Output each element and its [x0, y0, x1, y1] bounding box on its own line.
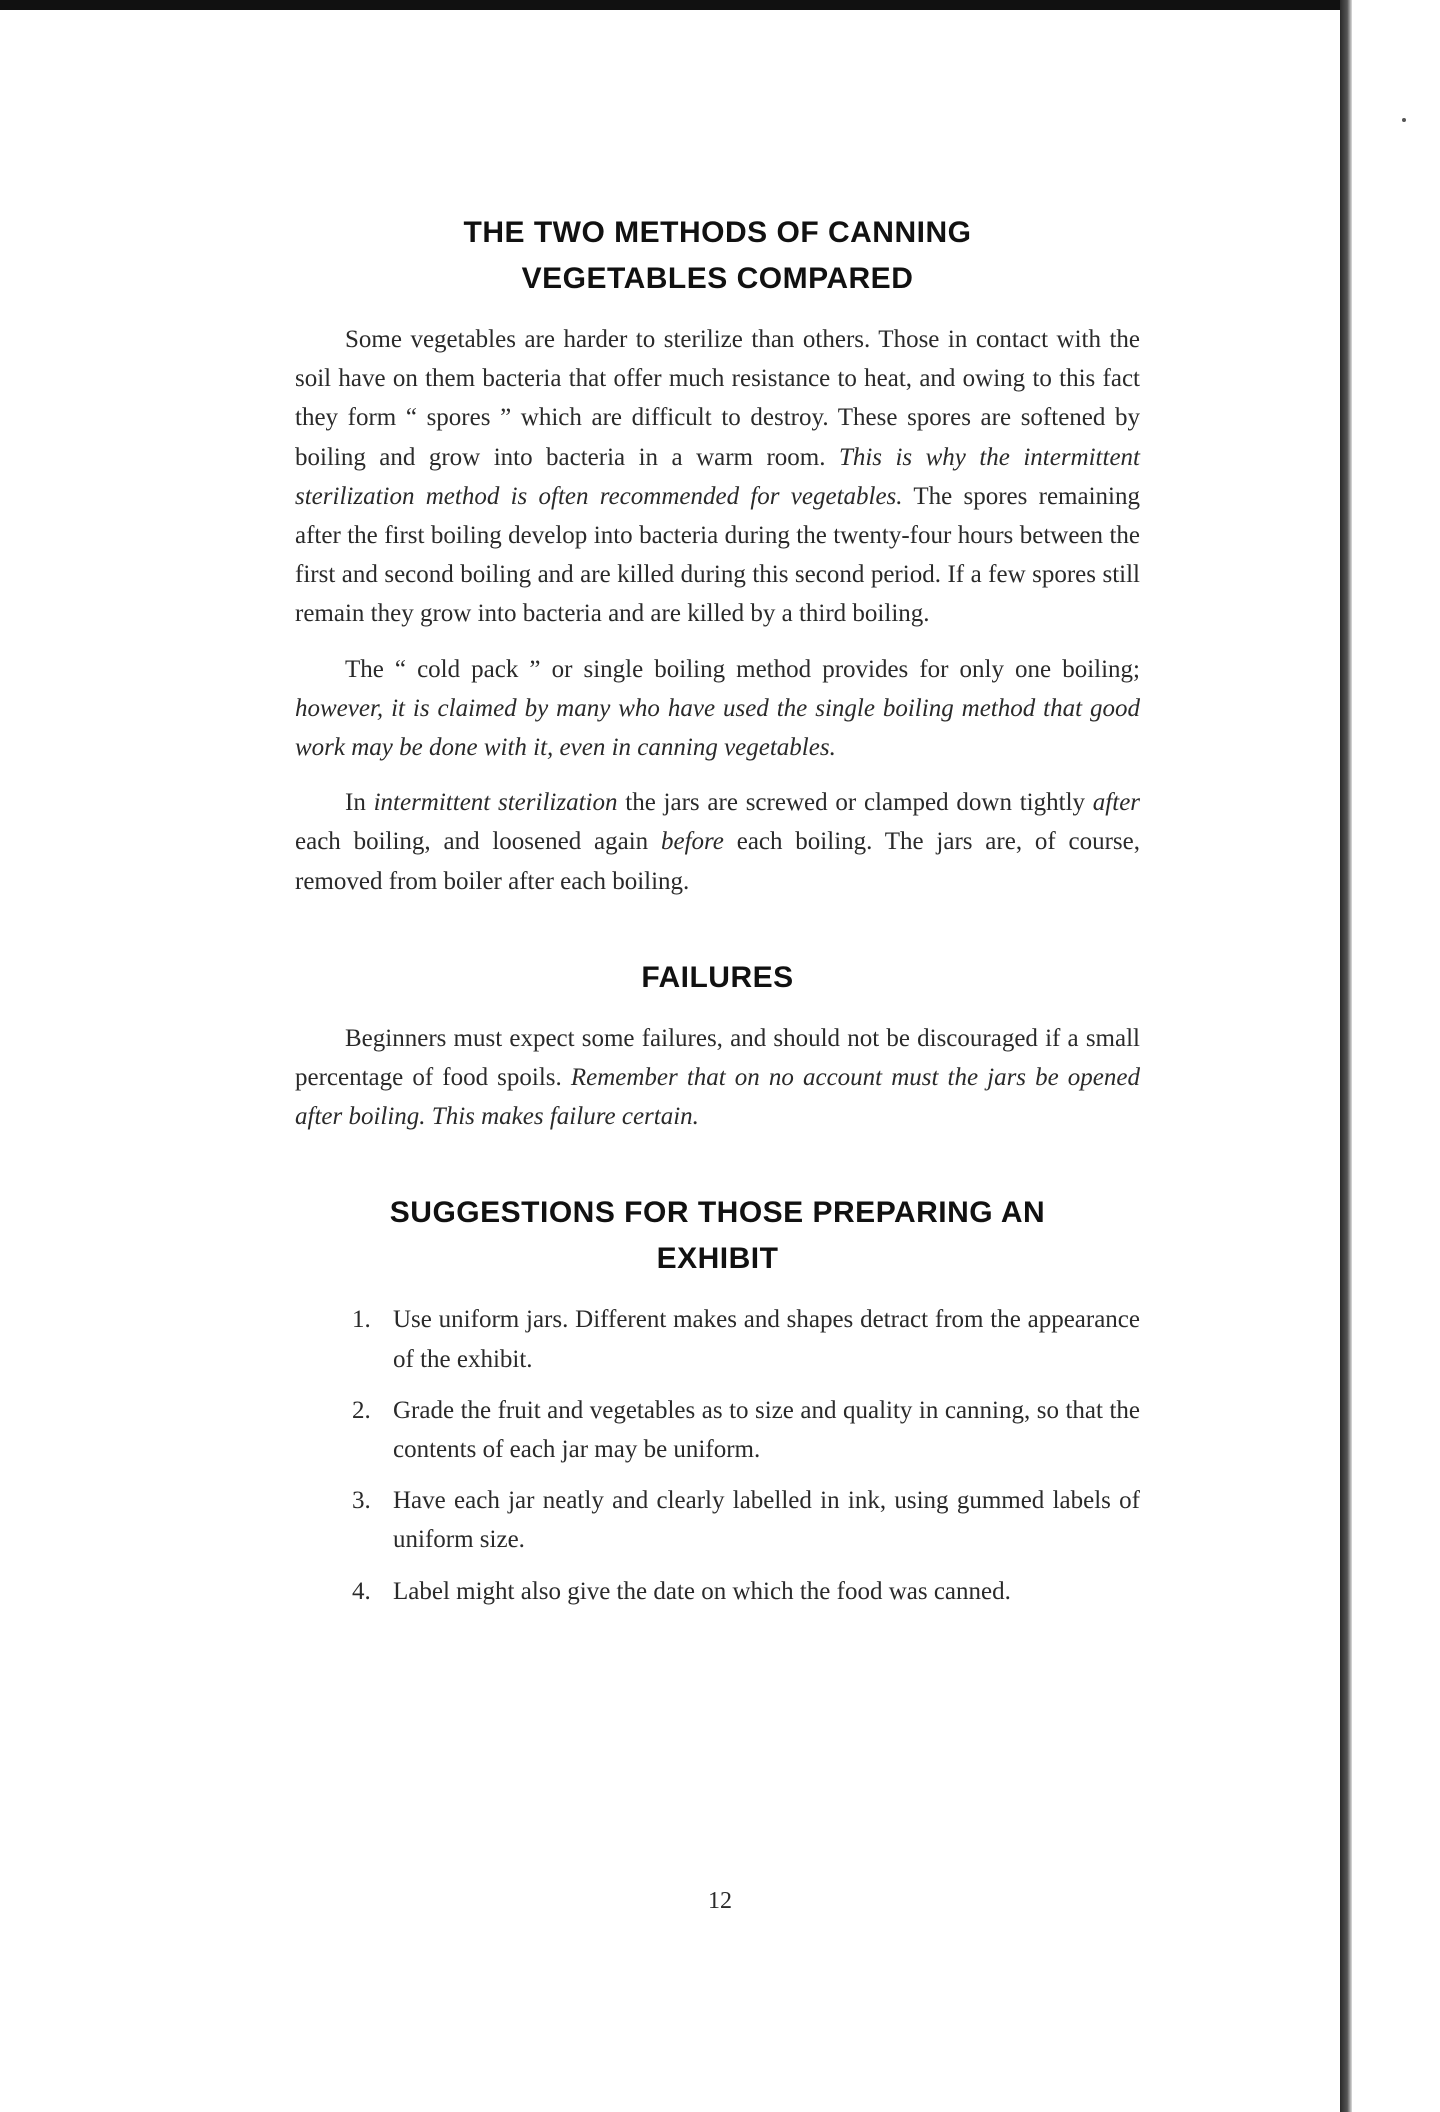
list-number: 1. [352, 1306, 371, 1334]
list-item [295, 1481, 1140, 1559]
scan-speck [1402, 118, 1406, 122]
heading-line-1: THE TWO METHODS OF CANNING [463, 216, 972, 249]
para-emphasis: however, it is claimed by many who have used the single boiling method that good work may be done with it, even in canning vegetables. [295, 694, 1140, 762]
scan-right-edge [1340, 0, 1440, 2112]
para-emphasis: This is why the intermittent sterilization method is often recommended for vegetables. [295, 443, 1140, 510]
heading-line-1: SUGGESTIONS FOR THOSE PREPARING AN [389, 1196, 1046, 1230]
list-number: 4. [352, 1577, 371, 1605]
para-text: In [345, 789, 374, 817]
list-number: 3. [352, 1487, 371, 1515]
heading-line-2: VEGETABLES COMPARED [521, 262, 914, 295]
para-emphasis: before [660, 828, 724, 856]
para-text: the jars are screwed or clamped down tightly [617, 789, 1093, 817]
list-item [295, 1300, 1140, 1378]
page-content [295, 210, 1140, 1623]
list-text: Label might also give the date on which the food was canned. [393, 1577, 1011, 1605]
scan-shadow [1340, 0, 1352, 2112]
para-text: The “ cold pack ” or single boiling method provides for only one boiling; [345, 655, 1140, 683]
canning-methods-heading [295, 210, 1140, 302]
para-text: Beginners must expect some failures, and should not be discouraged if a small percentage of food spoils. [295, 1024, 1140, 1092]
scan-top-edge [0, 0, 1440, 10]
paragraph-failures [295, 1019, 1140, 1137]
para-text: each boiling, and loosened again [295, 828, 661, 856]
list-item [295, 1391, 1140, 1469]
para-emphasis: after [1092, 789, 1141, 817]
para-emphasis: Remember that on no account must the jars be opened after boiling. This makes failure certain. [295, 1064, 1140, 1131]
heading-line-2: EXHIBIT [656, 1242, 779, 1276]
list-text: Have each jar neatly and clearly labelled in ink, using gummed labels of uniform size. [393, 1487, 1140, 1554]
list-number: 2. [352, 1396, 371, 1424]
list-text: Use uniform jars. Different makes and shapes detract from the appearance of the exhibit. [393, 1306, 1140, 1373]
para-text: The spores remaining after the first boiling develop into bacteria during the twenty-four hours between the first and second boiling and are killed during this second period. If a few spores still remain they grow into bacteria and are killed by a third boiling. [295, 482, 1140, 628]
failures-heading: FAILURES [641, 960, 794, 994]
suggestion-list [295, 1300, 1140, 1610]
page-number: 12 [708, 1888, 732, 1914]
list-item [295, 1572, 1140, 1611]
paragraph-cold-pack [295, 650, 1140, 768]
para-text: Some vegetables are harder to sterilize than others. Those in contact with the soil have on them bacteria that offer much resistance to heat, and owing to this fact they form “ spores ” which are difficult to destroy. These spores are softened by boiling and grow into bacteria in a warm room. [295, 326, 1140, 471]
para-emphasis: intermittent sterilization [373, 789, 618, 817]
para-text: each boiling. The jars are, of course, removed from boiler after each boiling. [295, 828, 1140, 895]
suggestions-heading [295, 1190, 1140, 1282]
list-text: Grade the fruit and vegetables as to size and quality in canning, so that the contents of each jar may be uniform. [393, 1396, 1140, 1464]
paragraph-sterilize [295, 320, 1140, 634]
paragraph-intermittent [295, 783, 1140, 901]
